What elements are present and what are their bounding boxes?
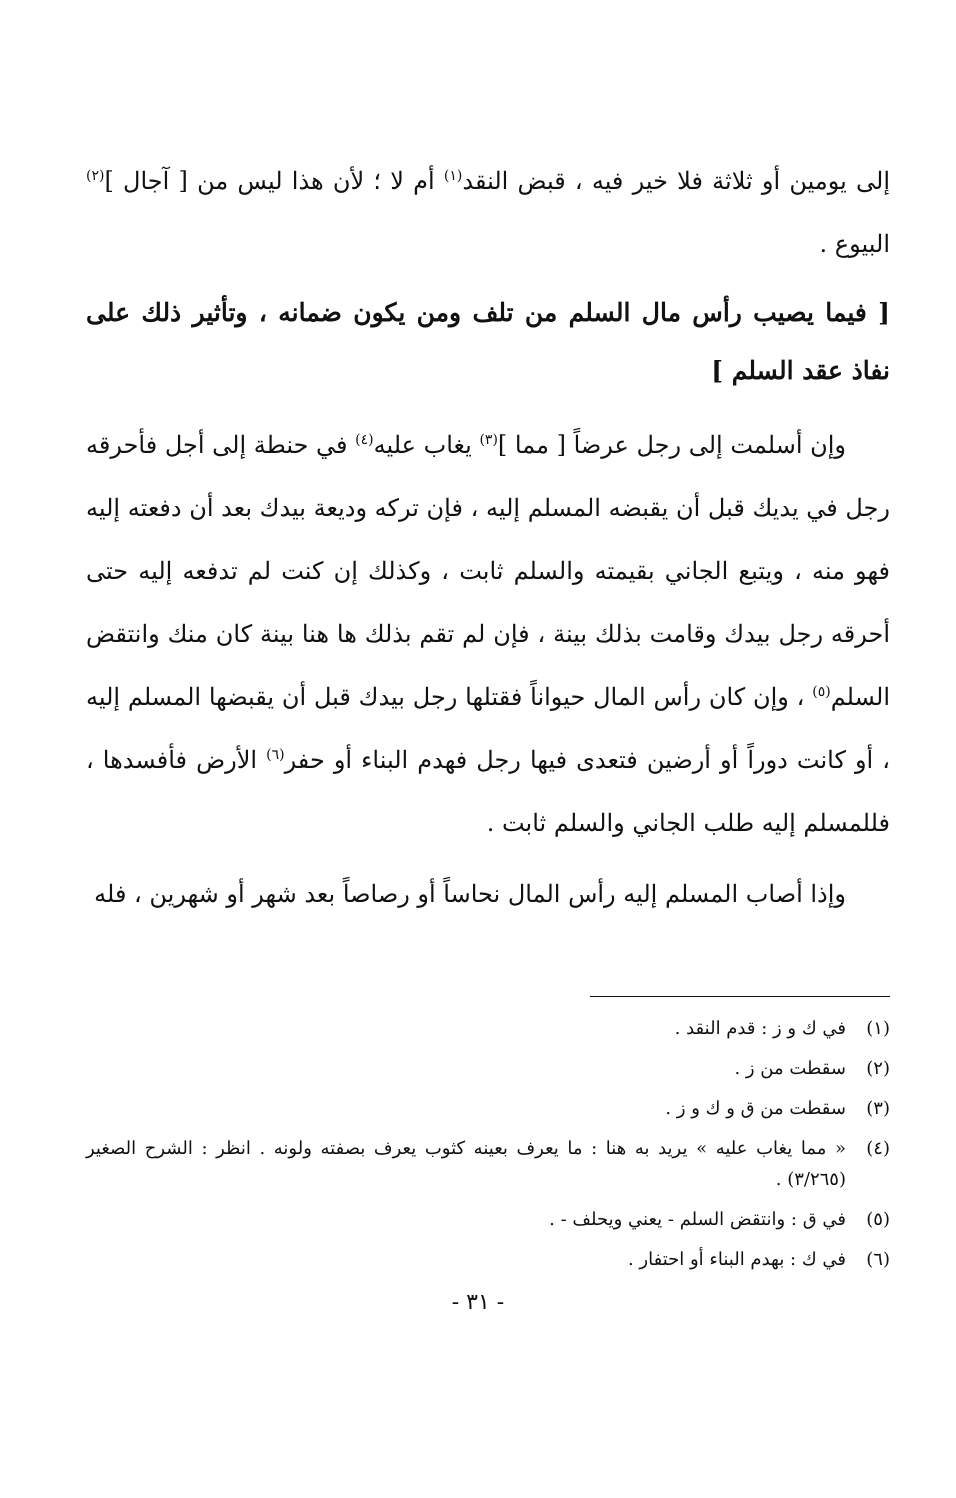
paragraph-text: ، وإن كان رأس المال حيواناً فقتلها رجل بيدك قبل أن يقبضها المسلم إليه ، أو كانت دوراً أو أرضين فتعدى فيها رجل فهدم البناء أو حفر: [86, 683, 890, 774]
paragraph-text: البيوع .: [819, 230, 890, 258]
footnote-5: [86, 1204, 890, 1235]
footnote-number: (٢): [866, 1058, 890, 1079]
footnote-text: سقطت من ق و ك و ز .: [665, 1098, 846, 1119]
footnote-2: [86, 1053, 890, 1084]
footnote-ref-3[interactable]: (٣): [479, 432, 498, 448]
footnote-ref-4[interactable]: (٤): [355, 432, 374, 448]
paragraph-text: الأرض فأفسدها ، فللمسلم إليه طلب الجاني والسلم ثابت .: [86, 746, 890, 837]
footnote-1: [86, 1013, 890, 1044]
spacer: [86, 855, 890, 863]
footnote-number: (٤): [866, 1138, 890, 1159]
footnote-number: (٥): [866, 1209, 890, 1230]
paragraph-3: وإذا أصاب المسلم إليه رأس المال نحاساً أو رصاصاً بعد شهر أو شهرين ، فله: [94, 880, 846, 908]
footnote-6: [86, 1244, 890, 1275]
footnote-text: في ق : وانتقض السلم - يعني ويحلف - .: [549, 1209, 846, 1230]
paragraph-1: [86, 150, 890, 276]
footnote-text: سقطت من ز .: [734, 1058, 846, 1079]
footnote-divider: [590, 996, 890, 997]
footnote-3: [86, 1093, 890, 1124]
paragraph-text: وإن أسلمت إلى رجل عرضاً [ مما ]: [497, 431, 847, 459]
paragraph-text: أم لا ؛ لأن هذا ليس من [ آجال ]: [104, 167, 444, 195]
footnote-text: « مما يغاب عليه » يريد به هنا : ما يعرف بعينه كثوب يعرف بصفته ولونه . انظر : الشرح الصغير (٣/٢٦٥) .: [86, 1138, 846, 1190]
paragraph-text: يغاب عليه: [373, 431, 480, 459]
page-number: - ٣١ -: [451, 1290, 505, 1315]
footnote-ref-5[interactable]: (٥): [812, 684, 831, 700]
paragraph-2: [86, 414, 890, 855]
footnote-number: (٦): [866, 1249, 890, 1270]
footnote-4: [86, 1133, 890, 1195]
footnote-ref-1[interactable]: (١): [443, 168, 463, 184]
paragraph-text: في حنطة إلى أجل فأحرقه رجل في يديك قبل أن يقبضه المسلم إليه ، فإن تركه وديعة بيدك بعد أن دفعته إليه فهو منه ، ويتبع الجاني بقيمته والسلم ثابت ، وكذلك إن كنت لم تدفعه إليه حتى أحرقه رجل بيدك وقامت بذلك بينة ، فإن لم تقم بذلك ها هنا بينة كان منك وانتقض السلم: [86, 431, 890, 711]
section-heading: [ فيما يصيب رأس مال السلم من تلف ومن يكون ضمانه ، وتأثير ذلك على نفاذ عقد السلم ]: [86, 298, 890, 385]
footnote-number: (١): [866, 1018, 890, 1039]
footnote-ref-6[interactable]: (٦): [266, 747, 285, 763]
footnotes-list: [86, 1013, 890, 1275]
footnote-number: (٣): [866, 1098, 890, 1119]
footnote-text: في ك و ز : قدم النقد .: [674, 1018, 846, 1039]
footnote-ref-2[interactable]: (٢): [86, 168, 105, 184]
footnote-text: في ك : بهدم البناء أو احتفار .: [627, 1249, 846, 1270]
paragraph-text: إلى يومين أو ثلاثة فلا خير فيه ، قبض النقد: [462, 167, 891, 195]
